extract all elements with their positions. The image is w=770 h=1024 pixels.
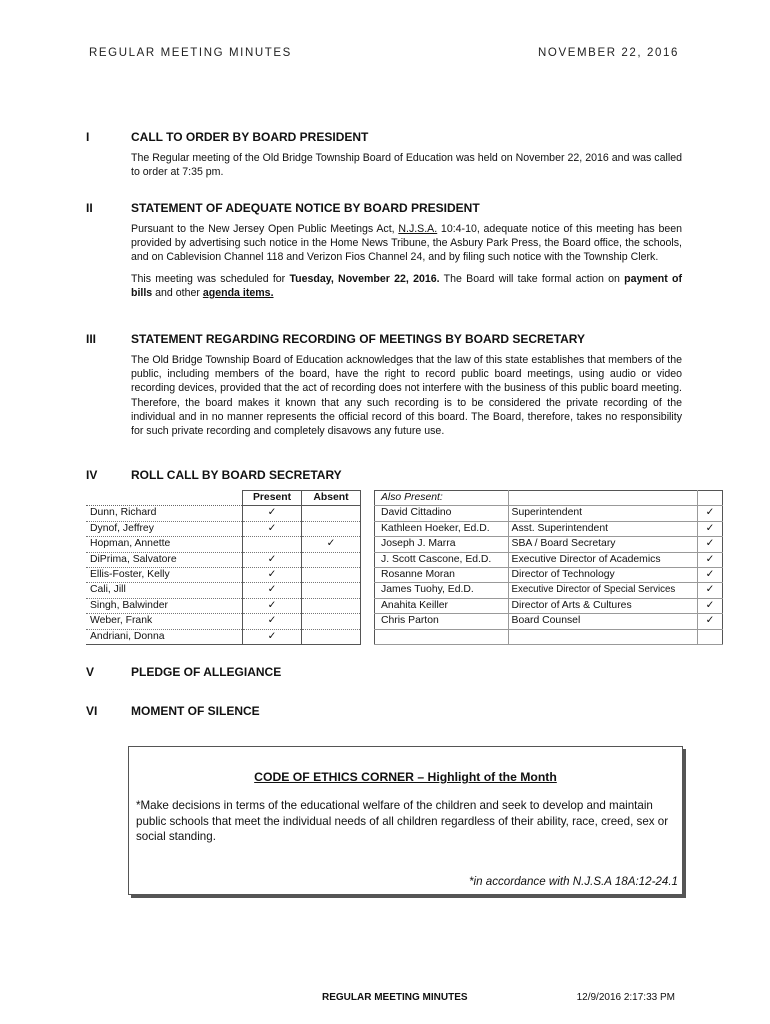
present-check: ✓ bbox=[698, 598, 723, 613]
table-row bbox=[86, 521, 361, 536]
staff-name: David Cittadino bbox=[375, 506, 509, 521]
table-row bbox=[86, 583, 361, 598]
staff-name: Kathleen Hoeker, Ed.D. bbox=[375, 521, 509, 536]
schedule-text-mid: The Board will take formal action on bbox=[439, 272, 625, 285]
table-row bbox=[375, 491, 723, 506]
notice-text-end: 10:4-10, adequate notice of this meeting has been provided by advertising such notice in the Home News Tribune, the Asbury Park Press, the Board office, the schools, and on Cablevision Channel 118 and Verizon Fios Channel 24, and by filing such notice with the Township Clerk. bbox=[131, 223, 683, 264]
present-check: ✓ bbox=[698, 521, 723, 536]
table-row bbox=[86, 629, 361, 644]
staff-name: Joseph J. Marra bbox=[375, 537, 509, 552]
present-check: ✓ bbox=[243, 521, 302, 536]
absent-check bbox=[302, 506, 361, 521]
meeting-date: Tuesday, November 22, 2016. bbox=[289, 272, 440, 285]
section-title: CALL TO ORDER BY BOARD PRESIDENT bbox=[131, 130, 369, 144]
empty-cell bbox=[508, 491, 697, 506]
present-check: ✓ bbox=[243, 629, 302, 644]
empty-cell bbox=[698, 491, 723, 506]
present-check: ✓ bbox=[243, 506, 302, 521]
member-name: Andriani, Donna bbox=[86, 629, 243, 644]
member-name: Hopman, Annette bbox=[86, 537, 243, 552]
member-name: Singh, Balwinder bbox=[86, 598, 243, 613]
table-row bbox=[86, 598, 361, 613]
member-name: Dunn, Richard bbox=[86, 506, 243, 521]
table-row bbox=[375, 537, 723, 552]
section-moment-of-silence bbox=[86, 704, 682, 718]
absent-check bbox=[302, 552, 361, 567]
header-title: REGULAR MEETING MINUTES bbox=[89, 47, 292, 59]
absent-check bbox=[302, 629, 361, 644]
staff-name: James Tuohy, Ed.D. bbox=[375, 583, 509, 598]
member-name: DiPrima, Salvatore bbox=[86, 552, 243, 567]
schedule-paragraph bbox=[131, 272, 682, 300]
empty-cell bbox=[698, 629, 723, 644]
member-name: Cali, Jill bbox=[86, 583, 243, 598]
present-check: ✓ bbox=[698, 614, 723, 629]
section-pledge bbox=[86, 665, 682, 679]
section-title: STATEMENT REGARDING RECORDING OF MEETINGS BY BOARD SECRETARY bbox=[131, 332, 586, 346]
table-row bbox=[375, 583, 723, 598]
table-row bbox=[375, 598, 723, 613]
section-heading bbox=[86, 704, 682, 718]
section-number: I bbox=[86, 130, 90, 144]
payment-of-bills: payment of bills bbox=[131, 272, 682, 299]
section-roll-call bbox=[86, 468, 682, 482]
also-present-label: Also Present: bbox=[375, 491, 509, 506]
absent-check bbox=[302, 568, 361, 583]
section-title: ROLL CALL BY BOARD SECRETARY bbox=[131, 468, 342, 482]
ethics-title: CODE OF ETHICS CORNER – Highlight of the Month bbox=[254, 770, 557, 784]
footer-timestamp: 12/9/2016 2:17:33 PM bbox=[576, 992, 675, 1003]
section-recording-statement bbox=[86, 332, 682, 438]
table-row bbox=[375, 521, 723, 536]
staff-name: Rosanne Moran bbox=[375, 568, 509, 583]
absent-check bbox=[302, 583, 361, 598]
absent-check bbox=[302, 598, 361, 613]
absent-check bbox=[302, 521, 361, 536]
code-of-ethics-box bbox=[128, 746, 683, 895]
section-title: PLEDGE OF ALLEGIANCE bbox=[131, 665, 282, 679]
present-check: ✓ bbox=[698, 537, 723, 552]
section-number: VI bbox=[86, 704, 98, 718]
present-check: ✓ bbox=[698, 568, 723, 583]
present-check: ✓ bbox=[243, 552, 302, 567]
page-header bbox=[89, 47, 679, 59]
staff-title: Executive Director of Special Services bbox=[508, 583, 697, 598]
staff-title: Director of Technology bbox=[508, 568, 697, 583]
section-heading bbox=[86, 468, 682, 482]
section-text: The Old Bridge Township Board of Education acknowledges that the law of this state establishes that members of the public, including members of the board, have the right to record public board meetings, using audio or video recording devices, provided that the act of recording does not interfere with the business of this public board meeting. Therefore, the board makes it known that any such recording is to be considered the private recording of the individual and in no manner represents the official record of this board. The Board, therefore, takes no responsibility for such private recording and completely disavows any future use. bbox=[131, 354, 682, 438]
section-text: The Regular meeting of the Old Bridge Township Board of Education was held on November 22, 2016 and was called to order at 7:35 pm. bbox=[131, 152, 682, 179]
notice-paragraph bbox=[131, 222, 682, 265]
present-check: ✓ bbox=[243, 583, 302, 598]
table-row bbox=[86, 552, 361, 567]
section-number: III bbox=[86, 332, 97, 346]
table-row bbox=[86, 506, 361, 521]
ethics-citation: *in accordance with N.J.S.A 18A:12-24.1 bbox=[468, 875, 678, 888]
staff-title: Board Counsel bbox=[508, 614, 697, 629]
staff-name: Chris Parton bbox=[375, 614, 509, 629]
section-title: STATEMENT OF ADEQUATE NOTICE BY BOARD PRESIDENT bbox=[131, 201, 480, 215]
section-adequate-notice bbox=[86, 201, 682, 300]
staff-title: Executive Director of Academics bbox=[508, 552, 697, 567]
section-heading bbox=[86, 665, 682, 679]
table-row bbox=[375, 552, 723, 567]
present-check: ✓ bbox=[243, 568, 302, 583]
present-check: ✓ bbox=[243, 598, 302, 613]
table-row bbox=[375, 568, 723, 583]
board-members-table bbox=[86, 490, 361, 645]
staff-title: Asst. Superintendent bbox=[508, 521, 697, 536]
table-row bbox=[86, 537, 361, 552]
table-row bbox=[375, 629, 723, 644]
present-check bbox=[243, 537, 302, 552]
njsa-reference: N.J.S.A. bbox=[398, 223, 438, 235]
staff-name: J. Scott Cascone, Ed.D. bbox=[375, 552, 509, 567]
present-header: Present bbox=[243, 491, 302, 506]
page-footer bbox=[322, 992, 675, 1003]
staff-title: SBA / Board Secretary bbox=[508, 537, 697, 552]
present-check: ✓ bbox=[698, 506, 723, 521]
empty-cell bbox=[508, 629, 697, 644]
notice-text-start: Pursuant to the New Jersey Open Public Meetings Act, bbox=[131, 223, 399, 235]
absent-check bbox=[302, 614, 361, 629]
section-heading bbox=[86, 130, 682, 144]
present-check: ✓ bbox=[698, 583, 723, 598]
ethics-body: *Make decisions in terms of the educational welfare of the children and seek to develop and maintain public schools that meet the individual needs of all children regardless of their ability, race, creed, sex or social standing. bbox=[136, 799, 669, 844]
section-title: MOMENT OF SILENCE bbox=[131, 704, 260, 718]
section-number: V bbox=[86, 665, 95, 679]
name-header bbox=[86, 491, 243, 506]
table-row bbox=[86, 614, 361, 629]
absent-header: Absent bbox=[302, 491, 361, 506]
agenda-items: agenda items. bbox=[202, 286, 274, 299]
present-check: ✓ bbox=[243, 614, 302, 629]
staff-title: Director of Arts & Cultures bbox=[508, 598, 697, 613]
schedule-text-and: and other bbox=[152, 286, 203, 299]
footer-title: REGULAR MEETING MINUTES bbox=[322, 992, 468, 1003]
member-name: Dynof, Jeffrey bbox=[86, 521, 243, 536]
schedule-text-start: This meeting was scheduled for bbox=[131, 272, 290, 285]
section-call-to-order bbox=[86, 130, 682, 179]
staff-name: Anahita Keiller bbox=[375, 598, 509, 613]
member-name: Ellis-Foster, Kelly bbox=[86, 568, 243, 583]
table-row bbox=[375, 506, 723, 521]
member-name: Weber, Frank bbox=[86, 614, 243, 629]
table-row bbox=[375, 614, 723, 629]
section-number: II bbox=[86, 201, 93, 215]
table-row bbox=[86, 568, 361, 583]
header-date: NOVEMBER 22, 2016 bbox=[538, 47, 679, 59]
section-heading bbox=[86, 332, 682, 346]
roll-call-tables bbox=[86, 490, 722, 642]
staff-title: Superintendent bbox=[508, 506, 697, 521]
present-check: ✓ bbox=[698, 552, 723, 567]
absent-check: ✓ bbox=[302, 537, 361, 552]
also-present-table bbox=[374, 490, 723, 645]
section-number: IV bbox=[86, 468, 98, 482]
empty-cell bbox=[375, 629, 509, 644]
section-heading bbox=[86, 201, 682, 215]
